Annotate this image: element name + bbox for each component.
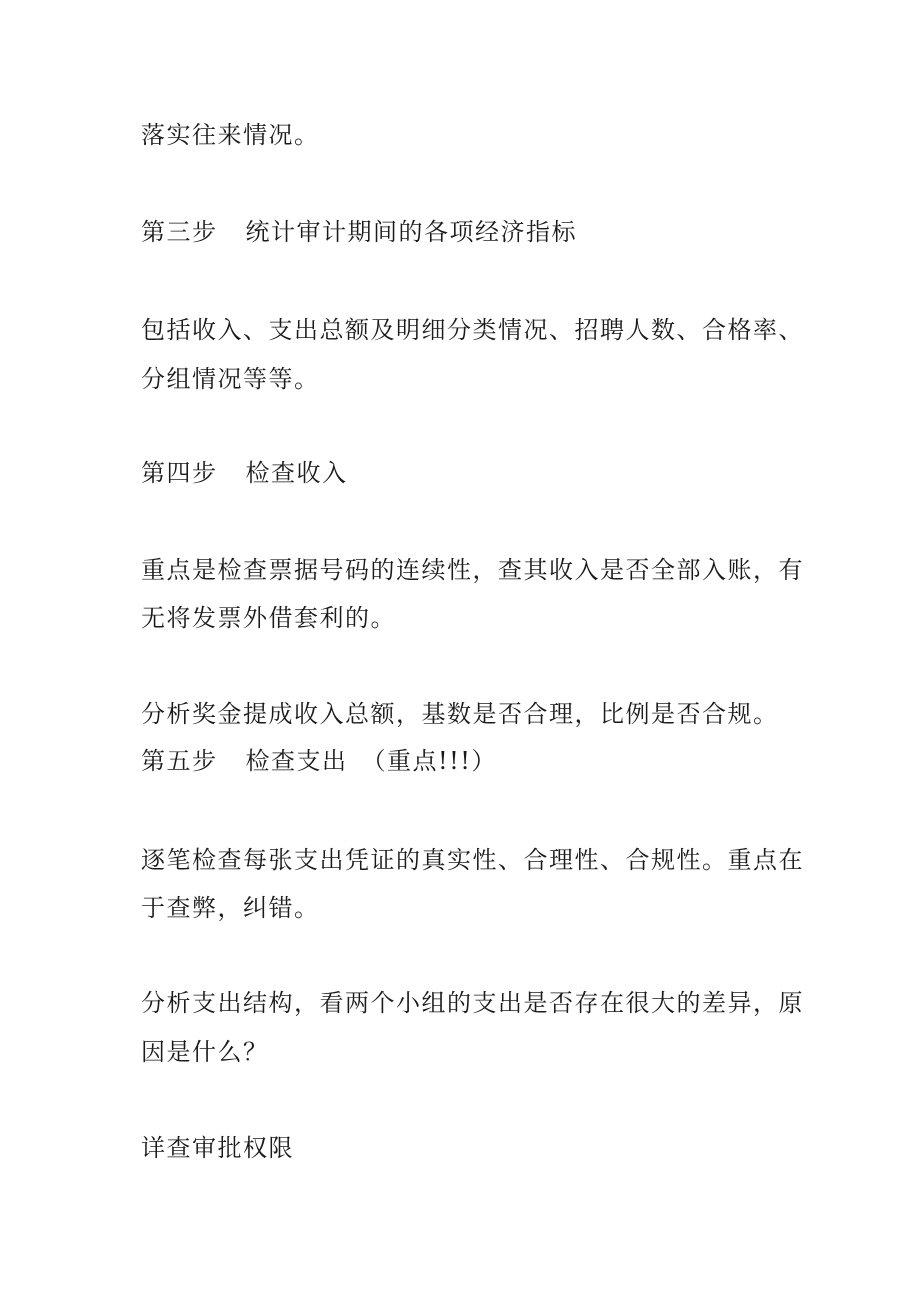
paragraph-line: 分析支出结构，看两个小组的支出是否存在很大的差异，原 — [141, 989, 804, 1017]
step-label: 第四步 — [141, 459, 218, 487]
step-heading — [141, 217, 577, 247]
step-title: 统计审计期间的各项经济指标 — [245, 218, 577, 246]
paragraph-line: 落实往来情况。 — [141, 121, 320, 149]
step-label: 第五步 — [141, 747, 218, 775]
step-note: （重点!!!） — [361, 747, 497, 775]
step-label: 第三步 — [141, 218, 218, 246]
paragraph-line: 分组情况等等。 — [141, 365, 320, 393]
step-title: 检查支出 — [245, 747, 348, 775]
step-heading — [141, 746, 497, 776]
paragraph-line: 于查弊，纠错。 — [141, 894, 320, 922]
paragraph-line: 逐笔检查每张支出凭证的真实性、合理性、合规性。重点在 — [141, 846, 804, 874]
paragraph-line: 包括收入、支出总额及明细分类情况、招聘人数、合格率、 — [141, 316, 804, 344]
paragraph-line: 无将发票外借套利的。 — [141, 604, 396, 632]
paragraph-line: 重点是检查票据号码的连续性，查其收入是否全部入账，有 — [141, 556, 804, 584]
paragraph-line: 分析奖金提成收入总额，基数是否合理，比例是否合规。 — [141, 700, 779, 728]
paragraph-line: 详查审批权限 — [141, 1134, 294, 1162]
step-title: 检查收入 — [245, 459, 348, 487]
step-heading — [141, 458, 348, 488]
paragraph-line: 因是什么？ — [141, 1038, 269, 1066]
